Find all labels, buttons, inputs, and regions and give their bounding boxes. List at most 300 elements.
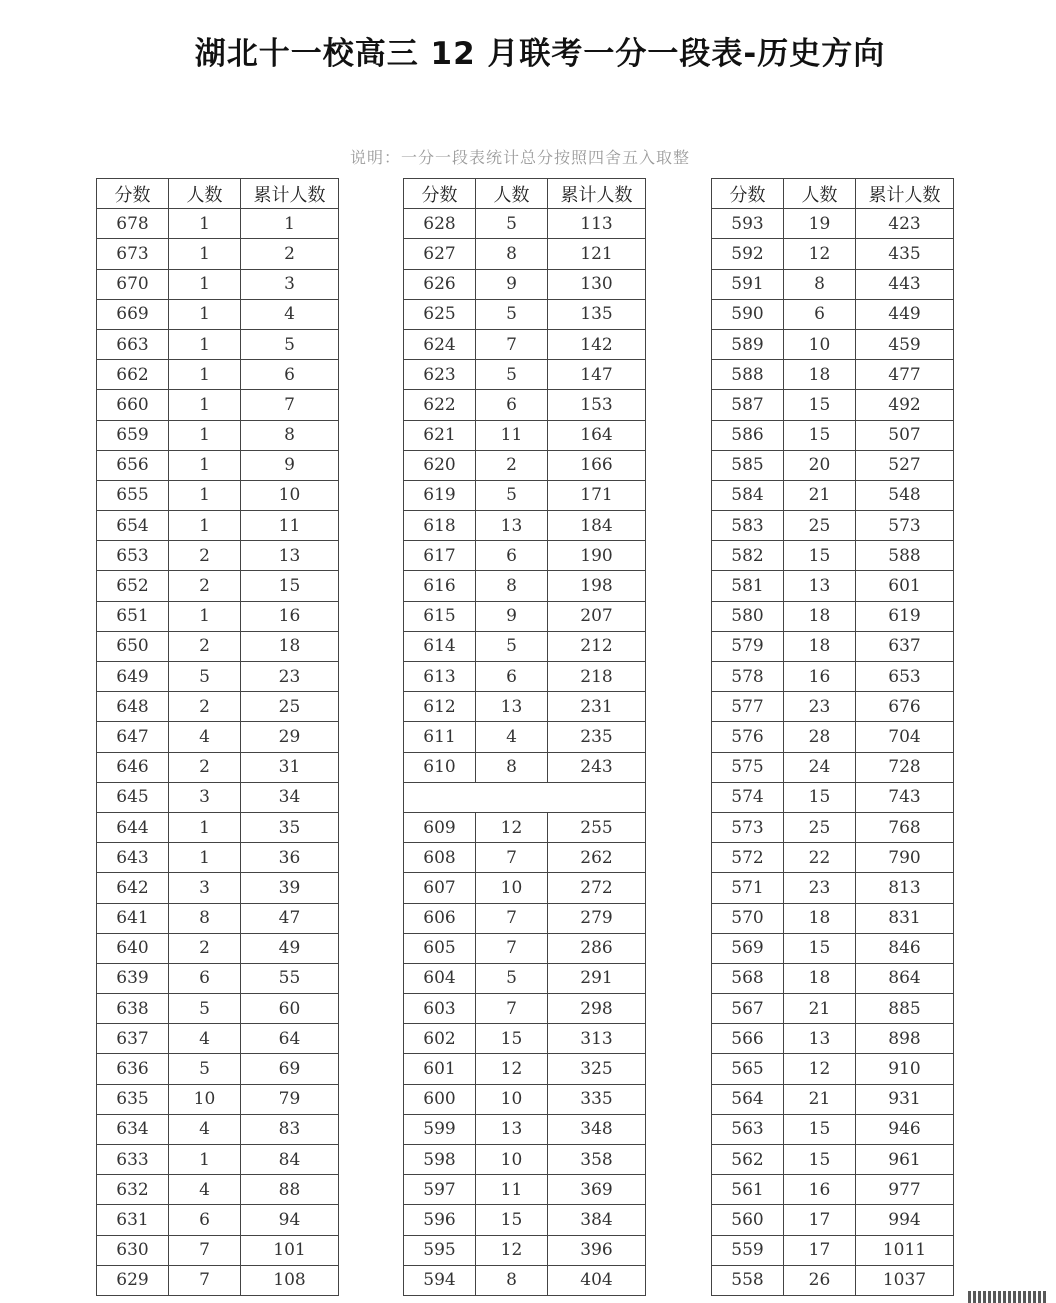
score-cell: 616: [404, 571, 476, 601]
score-cell: 624: [404, 329, 476, 359]
score-cell: 575: [712, 752, 784, 782]
score-cell: 599: [404, 1114, 476, 1144]
count-cell: 15: [784, 782, 856, 812]
count-cell: 8: [476, 1265, 548, 1295]
table-row: [97, 511, 339, 541]
cumulative-cell: 573: [856, 511, 954, 541]
score-cell: 642: [97, 873, 169, 903]
cumulative-cell: 79: [241, 1084, 339, 1114]
count-cell: 3: [169, 873, 241, 903]
cumulative-cell: 588: [856, 541, 954, 571]
table-row: [712, 1054, 954, 1084]
score-cell: 588: [712, 360, 784, 390]
score-cell: 678: [97, 209, 169, 239]
count-cell: 18: [784, 963, 856, 993]
cumulative-cell: 243: [548, 752, 646, 782]
cumulative-cell: 9: [241, 450, 339, 480]
score-cell: 581: [712, 571, 784, 601]
cumulative-cell: 1: [241, 209, 339, 239]
table-row: [97, 903, 339, 933]
score-cell: 644: [97, 812, 169, 842]
count-cell: 5: [476, 480, 548, 510]
table-row: [97, 1265, 339, 1295]
score-cell: 585: [712, 450, 784, 480]
count-cell: 5: [169, 994, 241, 1024]
table-row: [97, 1235, 339, 1265]
score-cell: 620: [404, 450, 476, 480]
score-cell: 591: [712, 269, 784, 299]
score-cell: 651: [97, 601, 169, 631]
count-cell: 10: [476, 1145, 548, 1175]
score-cell: 571: [712, 873, 784, 903]
score-cell: 574: [712, 782, 784, 812]
table-row: [712, 933, 954, 963]
score-cell: 659: [97, 420, 169, 450]
table-row: [97, 601, 339, 631]
count-cell: 7: [476, 329, 548, 359]
cumulative-cell: 49: [241, 933, 339, 963]
cumulative-cell: 11: [241, 511, 339, 541]
cumulative-cell: 435: [856, 239, 954, 269]
table-row: [404, 782, 646, 812]
count-cell: 1: [169, 1145, 241, 1175]
table-row: [712, 1205, 954, 1235]
score-cell: 587: [712, 390, 784, 420]
cumulative-cell: 946: [856, 1114, 954, 1144]
score-cell: 609: [404, 812, 476, 842]
count-cell: 16: [784, 662, 856, 692]
score-cell: 595: [404, 1235, 476, 1265]
score-cell: 652: [97, 571, 169, 601]
count-cell: 10: [169, 1084, 241, 1114]
cumulative-cell: 198: [548, 571, 646, 601]
table-row: [712, 1024, 954, 1054]
score-cell: 639: [97, 963, 169, 993]
table-row: [97, 269, 339, 299]
count-cell: 1: [169, 239, 241, 269]
count-cell: 7: [169, 1235, 241, 1265]
table-row: [712, 752, 954, 782]
count-cell: 4: [169, 1024, 241, 1054]
table-row: [404, 1024, 646, 1054]
score-cell: 562: [712, 1145, 784, 1175]
count-cell: 21: [784, 1084, 856, 1114]
cumulative-cell: 35: [241, 812, 339, 842]
score-cell: 673: [97, 239, 169, 269]
cumulative-cell: 3: [241, 269, 339, 299]
table-row: [97, 571, 339, 601]
cumulative-cell: 235: [548, 722, 646, 752]
cumulative-cell: [548, 782, 646, 812]
score-cell: 647: [97, 722, 169, 752]
score-cell: 629: [97, 1265, 169, 1295]
cumulative-cell: 846: [856, 933, 954, 963]
table-row: [712, 782, 954, 812]
cumulative-cell: 619: [856, 601, 954, 631]
cumulative-cell: 994: [856, 1205, 954, 1235]
count-cell: 18: [784, 601, 856, 631]
table-row: [97, 420, 339, 450]
score-cell: 635: [97, 1084, 169, 1114]
score-cell: 631: [97, 1205, 169, 1235]
cumulative-cell: 5: [241, 329, 339, 359]
count-cell: 25: [784, 812, 856, 842]
table-row: [97, 812, 339, 842]
count-cell: 5: [169, 662, 241, 692]
count-cell: 15: [784, 933, 856, 963]
column-header: 累计人数: [856, 179, 954, 209]
table-row: [712, 601, 954, 631]
cumulative-cell: 190: [548, 541, 646, 571]
count-cell: 11: [476, 420, 548, 450]
count-cell: 2: [169, 631, 241, 661]
cumulative-cell: 164: [548, 420, 646, 450]
cumulative-cell: 2: [241, 239, 339, 269]
count-cell: 1: [169, 511, 241, 541]
cumulative-cell: 637: [856, 631, 954, 661]
table-header-row: [97, 179, 339, 209]
count-cell: 10: [476, 1084, 548, 1114]
count-cell: 12: [784, 239, 856, 269]
cumulative-cell: 885: [856, 994, 954, 1024]
table-row: [404, 662, 646, 692]
count-cell: 6: [476, 541, 548, 571]
score-cell: 632: [97, 1175, 169, 1205]
score-cell: 621: [404, 420, 476, 450]
count-cell: 4: [169, 1175, 241, 1205]
cumulative-cell: 55: [241, 963, 339, 993]
count-cell: 18: [784, 360, 856, 390]
count-cell: 10: [476, 873, 548, 903]
count-cell: 17: [784, 1235, 856, 1265]
cumulative-cell: 313: [548, 1024, 646, 1054]
score-cell: 558: [712, 1265, 784, 1295]
score-cell: 565: [712, 1054, 784, 1084]
count-cell: 5: [476, 360, 548, 390]
cumulative-cell: 898: [856, 1024, 954, 1054]
cumulative-cell: 443: [856, 269, 954, 299]
table-row: [97, 963, 339, 993]
table-row: [404, 450, 646, 480]
cumulative-cell: 255: [548, 812, 646, 842]
table-row: [97, 1205, 339, 1235]
cumulative-cell: 36: [241, 843, 339, 873]
score-cell: 573: [712, 812, 784, 842]
count-cell: 1: [169, 269, 241, 299]
score-cell: 640: [97, 933, 169, 963]
count-cell: 5: [476, 209, 548, 239]
table-row: [404, 1175, 646, 1205]
score-cell: 622: [404, 390, 476, 420]
cumulative-cell: 15: [241, 571, 339, 601]
score-cell: 663: [97, 329, 169, 359]
table-row: [97, 1024, 339, 1054]
table-row: [712, 1265, 954, 1295]
score-table-3: [711, 178, 954, 1296]
cumulative-cell: 507: [856, 420, 954, 450]
count-cell: 28: [784, 722, 856, 752]
cumulative-cell: 704: [856, 722, 954, 752]
score-cell: 634: [97, 1114, 169, 1144]
score-cell: 654: [97, 511, 169, 541]
table-row: [404, 299, 646, 329]
table-header-row: [404, 179, 646, 209]
cumulative-cell: 88: [241, 1175, 339, 1205]
cumulative-cell: 743: [856, 782, 954, 812]
count-cell: 21: [784, 994, 856, 1024]
table-row: [712, 420, 954, 450]
count-cell: 10: [784, 329, 856, 359]
score-cell: [404, 782, 476, 812]
score-cell: 578: [712, 662, 784, 692]
cumulative-cell: 676: [856, 692, 954, 722]
score-cell: 563: [712, 1114, 784, 1144]
cumulative-cell: 113: [548, 209, 646, 239]
table-row: [404, 963, 646, 993]
score-cell: 650: [97, 631, 169, 661]
count-cell: 1: [169, 299, 241, 329]
score-cell: 593: [712, 209, 784, 239]
table-row: [97, 782, 339, 812]
table-row: [712, 269, 954, 299]
count-cell: 8: [476, 571, 548, 601]
cumulative-cell: 601: [856, 571, 954, 601]
count-cell: 9: [476, 601, 548, 631]
cumulative-cell: 384: [548, 1205, 646, 1235]
table-row: [404, 541, 646, 571]
count-cell: 7: [476, 903, 548, 933]
count-cell: 6: [169, 963, 241, 993]
score-cell: 653: [97, 541, 169, 571]
score-cell: 602: [404, 1024, 476, 1054]
count-cell: 12: [476, 1054, 548, 1084]
table-row: [712, 1145, 954, 1175]
count-cell: 9: [476, 269, 548, 299]
table-row: [97, 541, 339, 571]
table-row: [712, 480, 954, 510]
cumulative-cell: 64: [241, 1024, 339, 1054]
score-cell: 636: [97, 1054, 169, 1084]
score-cell: 583: [712, 511, 784, 541]
score-cell: 628: [404, 209, 476, 239]
count-cell: 1: [169, 209, 241, 239]
score-cell: 564: [712, 1084, 784, 1114]
count-cell: 1: [169, 329, 241, 359]
count-cell: 15: [784, 420, 856, 450]
count-cell: 16: [784, 1175, 856, 1205]
table-row: [404, 903, 646, 933]
column-header: 人数: [784, 179, 856, 209]
table-row: [404, 1114, 646, 1144]
count-cell: 26: [784, 1265, 856, 1295]
cumulative-cell: 1011: [856, 1235, 954, 1265]
count-cell: 6: [784, 299, 856, 329]
table-row: [712, 903, 954, 933]
table-row: [404, 390, 646, 420]
count-cell: 1: [169, 390, 241, 420]
count-cell: 24: [784, 752, 856, 782]
table-row: [404, 511, 646, 541]
table-row: [712, 994, 954, 1024]
table-row: [97, 390, 339, 420]
cumulative-cell: 60: [241, 994, 339, 1024]
cumulative-cell: 492: [856, 390, 954, 420]
cumulative-cell: 25: [241, 692, 339, 722]
cumulative-cell: 212: [548, 631, 646, 661]
count-cell: 2: [169, 752, 241, 782]
column-header: 累计人数: [548, 179, 646, 209]
count-cell: 20: [784, 450, 856, 480]
table-row: [712, 1114, 954, 1144]
cumulative-cell: 218: [548, 662, 646, 692]
table-row: [712, 571, 954, 601]
table-row: [712, 299, 954, 329]
cumulative-cell: 147: [548, 360, 646, 390]
column-header: 分数: [712, 179, 784, 209]
column-header: 分数: [404, 179, 476, 209]
cumulative-cell: 396: [548, 1235, 646, 1265]
score-cell: 670: [97, 269, 169, 299]
cumulative-cell: 13: [241, 541, 339, 571]
cumulative-cell: 4: [241, 299, 339, 329]
count-cell: 4: [169, 722, 241, 752]
table-header-row: [712, 179, 954, 209]
score-cell: 656: [97, 450, 169, 480]
table-row: [404, 601, 646, 631]
table-row: [97, 239, 339, 269]
count-cell: 15: [784, 541, 856, 571]
count-cell: 1: [169, 480, 241, 510]
table-row: [97, 873, 339, 903]
score-cell: 611: [404, 722, 476, 752]
note-text: 说明：一分一段表统计总分按照四舍五入取整: [350, 148, 691, 167]
score-cell: 618: [404, 511, 476, 541]
score-cell: 655: [97, 480, 169, 510]
cumulative-cell: 279: [548, 903, 646, 933]
cumulative-cell: 1037: [856, 1265, 954, 1295]
cumulative-cell: 768: [856, 812, 954, 842]
cumulative-cell: 423: [856, 209, 954, 239]
cumulative-cell: 184: [548, 511, 646, 541]
score-cell: 576: [712, 722, 784, 752]
score-cell: 626: [404, 269, 476, 299]
table-row: [97, 1054, 339, 1084]
table-row: [404, 692, 646, 722]
score-cell: 572: [712, 843, 784, 873]
count-cell: 6: [169, 1205, 241, 1235]
cumulative-cell: 548: [856, 480, 954, 510]
count-cell: 7: [476, 933, 548, 963]
table-row: [712, 843, 954, 873]
table-row: [97, 662, 339, 692]
count-cell: 3: [169, 782, 241, 812]
score-cell: 598: [404, 1145, 476, 1175]
score-table-1: [96, 178, 339, 1296]
table-row: [404, 1205, 646, 1235]
cumulative-cell: 23: [241, 662, 339, 692]
table-row: [404, 329, 646, 359]
cumulative-cell: 10: [241, 480, 339, 510]
score-cell: 589: [712, 329, 784, 359]
table-row: [404, 631, 646, 661]
table-row: [712, 692, 954, 722]
score-cell: 577: [712, 692, 784, 722]
table-row: [97, 722, 339, 752]
count-cell: 7: [476, 843, 548, 873]
cumulative-cell: 477: [856, 360, 954, 390]
count-cell: 15: [784, 1114, 856, 1144]
qr-code-icon: [968, 1291, 1048, 1303]
table-row: [97, 1084, 339, 1114]
count-cell: 2: [169, 541, 241, 571]
score-cell: 614: [404, 631, 476, 661]
cumulative-cell: 153: [548, 390, 646, 420]
table-row: [97, 360, 339, 390]
table-row: [404, 1265, 646, 1295]
score-cell: 569: [712, 933, 784, 963]
column-header: 分数: [97, 179, 169, 209]
cumulative-cell: 272: [548, 873, 646, 903]
score-cell: 580: [712, 601, 784, 631]
cumulative-cell: 262: [548, 843, 646, 873]
table-row: [404, 209, 646, 239]
score-cell: 605: [404, 933, 476, 963]
count-cell: 13: [476, 1114, 548, 1144]
table-row: [404, 239, 646, 269]
table-row: [712, 873, 954, 903]
table-row: [97, 692, 339, 722]
score-cell: 610: [404, 752, 476, 782]
count-cell: 4: [476, 722, 548, 752]
cumulative-cell: 977: [856, 1175, 954, 1205]
count-cell: 22: [784, 843, 856, 873]
table-row: [712, 963, 954, 993]
table-row: [97, 752, 339, 782]
count-cell: 4: [169, 1114, 241, 1144]
count-cell: 13: [784, 1024, 856, 1054]
cumulative-cell: 84: [241, 1145, 339, 1175]
table-row: [712, 239, 954, 269]
score-cell: 579: [712, 631, 784, 661]
score-cell: 648: [97, 692, 169, 722]
table-row: [97, 329, 339, 359]
score-cell: 662: [97, 360, 169, 390]
table-row: [404, 812, 646, 842]
table-row: [712, 511, 954, 541]
table-row: [712, 541, 954, 571]
score-cell: 619: [404, 480, 476, 510]
cumulative-cell: 16: [241, 601, 339, 631]
count-cell: 1: [169, 601, 241, 631]
score-cell: 584: [712, 480, 784, 510]
cumulative-cell: 286: [548, 933, 646, 963]
cumulative-cell: 910: [856, 1054, 954, 1084]
count-cell: 5: [476, 631, 548, 661]
count-cell: 1: [169, 812, 241, 842]
score-cell: 567: [712, 994, 784, 1024]
cumulative-cell: 449: [856, 299, 954, 329]
table-row: [97, 480, 339, 510]
score-cell: 633: [97, 1145, 169, 1175]
score-cell: 559: [712, 1235, 784, 1265]
table-row: [404, 1084, 646, 1114]
table-row: [404, 722, 646, 752]
score-cell: 612: [404, 692, 476, 722]
table-row: [712, 360, 954, 390]
cumulative-cell: 8: [241, 420, 339, 450]
cumulative-cell: 404: [548, 1265, 646, 1295]
cumulative-cell: 207: [548, 601, 646, 631]
